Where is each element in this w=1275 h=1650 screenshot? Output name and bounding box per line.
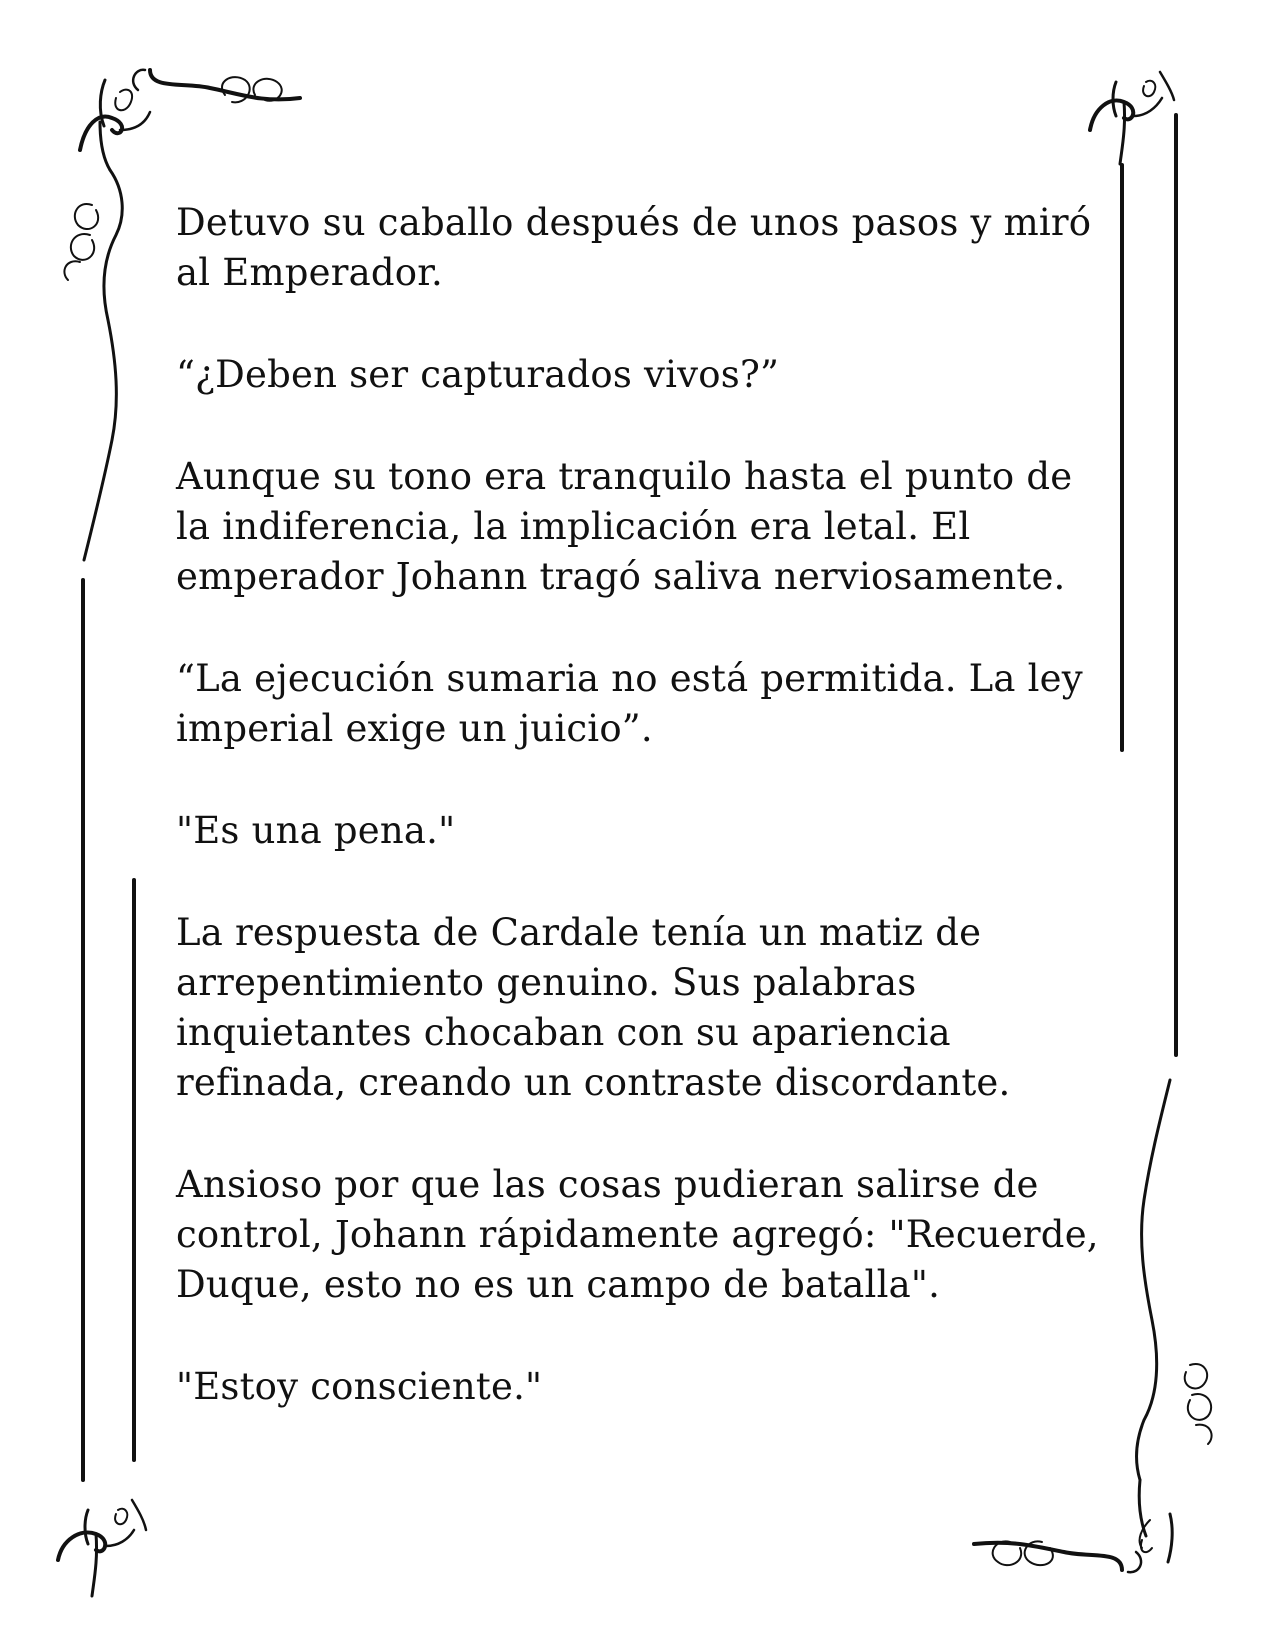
- story-text: [176, 198, 1106, 1464]
- paragraph: Ansioso por que las cosas pudieran salirse de control, Johann rápidamente agregó: "Recuerde, Duque, esto no es un campo de batalla".: [176, 1163, 1099, 1306]
- paragraph: “¿Deben ser capturados vivos?”: [176, 353, 780, 396]
- paragraph: "Es una pena.": [176, 809, 456, 852]
- paragraph: "Estoy consciente.": [176, 1365, 543, 1408]
- flourish-top-right: [1090, 72, 1174, 164]
- flourish-bottom-left: [58, 1500, 146, 1596]
- paragraph: “La ejecución sumaria no está permitida. La ley imperial exige un juicio”.: [176, 657, 1083, 750]
- paragraph: La respuesta de Cardale tenía un matiz de arrepentimiento genuino. Sus palabras inquietantes chocaban con su apariencia refinada, creando un contraste discordante.: [176, 911, 1011, 1104]
- paragraph: Detuvo su caballo después de unos pasos y miró al Emperador.: [176, 201, 1092, 294]
- paragraph: Aunque su tono era tranquilo hasta el punto de la indiferencia, la implicación era letal. El emperador Johann tragó saliva nerviosamente.: [176, 455, 1073, 598]
